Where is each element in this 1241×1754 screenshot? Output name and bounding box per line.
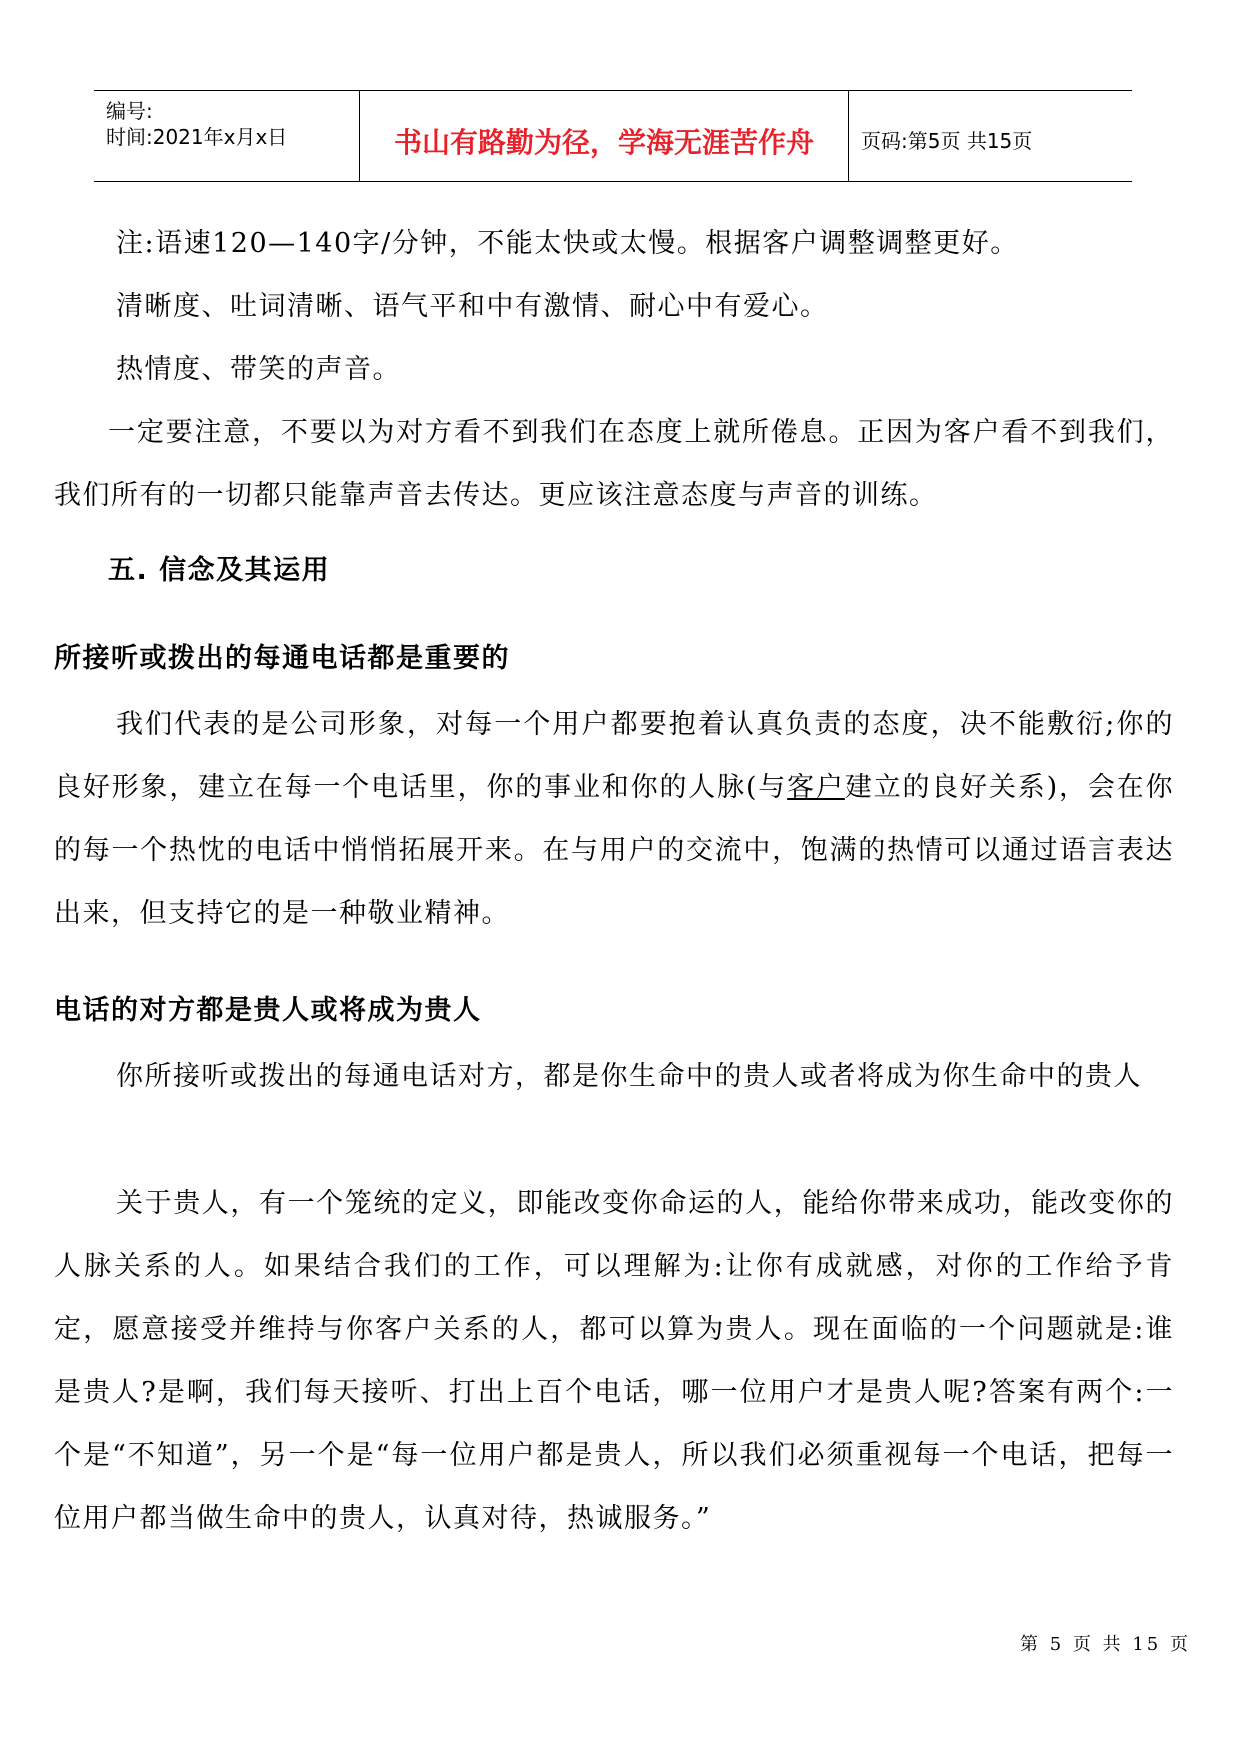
- heading-every-call-important: 所接听或拨出的每通电话都是重要的: [54, 643, 510, 674]
- motto-text: 书山有路勤为径，学海无涯苦作舟: [393, 126, 814, 159]
- note-clarity: 清晰度、吐词清晰、语气平和中有激情、耐心中有爱心。: [116, 291, 829, 322]
- header-motto-cell: [359, 91, 849, 181]
- footer-page-number: 第 5 页 共 15 页: [1020, 1634, 1191, 1655]
- paragraph-company-image-part2: 建立的良好关系)，会在你的每一个热忱的电话中悄悄拓展开来。在与用户的交流中，饱满的热情可以通过语言表达出来，但支持它的是一种敬业精神。: [54, 772, 1174, 929]
- customer-link[interactable]: 客户: [787, 772, 845, 803]
- note-speed: 注:语速120—140字/分钟，不能太快或太慢。根据客户调整调整更好。: [116, 228, 1019, 259]
- document-number-label: 编号:: [106, 99, 153, 123]
- paragraph-about-noble-person: 关于贵人，有一个笼统的定义，即能改变你命运的人，能给你带来成功，能改变你的人脉关系的人。如果结合我们的工作，可以理解为:让你有成就感，对你的工作给予肯定，愿意接受并维持与你客户关系的人，都可以算为贵人。现在面临的一个问题就是:谁是贵人?是啊，我们每天接听、打出上百个电话，哪一位用户才是贵人呢?答案有两个:一个是“不知道”，另一个是“每一位用户都是贵人，所以我们必须重视每一个电话，把每一位用户都当做生命中的贵人，认真对待，热诚服务。”: [54, 1188, 1174, 1534]
- header-info-cell: [94, 91, 359, 181]
- note-warmth: 热情度、带笑的声音。: [116, 354, 401, 385]
- header-page-cell: [849, 91, 1132, 181]
- section-title: 五. 信念及其运用: [108, 555, 331, 586]
- header-page-info: 页码:第5页 共15页: [861, 129, 1033, 153]
- paragraph-attitude: 一定要注意，不要以为对方看不到我们在态度上就所倦息。正因为客户看不到我们，我们所有的一切都只能靠声音去传达。更应该注意态度与声音的训练。: [54, 417, 1174, 511]
- paragraph-company-image: [54, 693, 1174, 945]
- page-header: [94, 90, 1132, 182]
- document-time-label: 时间:2021年x月x日: [106, 125, 288, 149]
- heading-noble-person: 电话的对方都是贵人或将成为贵人: [54, 995, 482, 1026]
- paragraph-every-caller: 你所接听或拨出的每通电话对方，都是你生命中的贵人或者将成为你生命中的贵人: [116, 1061, 1142, 1092]
- paragraph-company-image-part1: 我们代表的是公司形象，对每一个用户都要抱着认真负责的态度，决不能敷衍;你的良好形象，建立在每一个电话里，你的事业和你的人脉(与: [54, 709, 1174, 803]
